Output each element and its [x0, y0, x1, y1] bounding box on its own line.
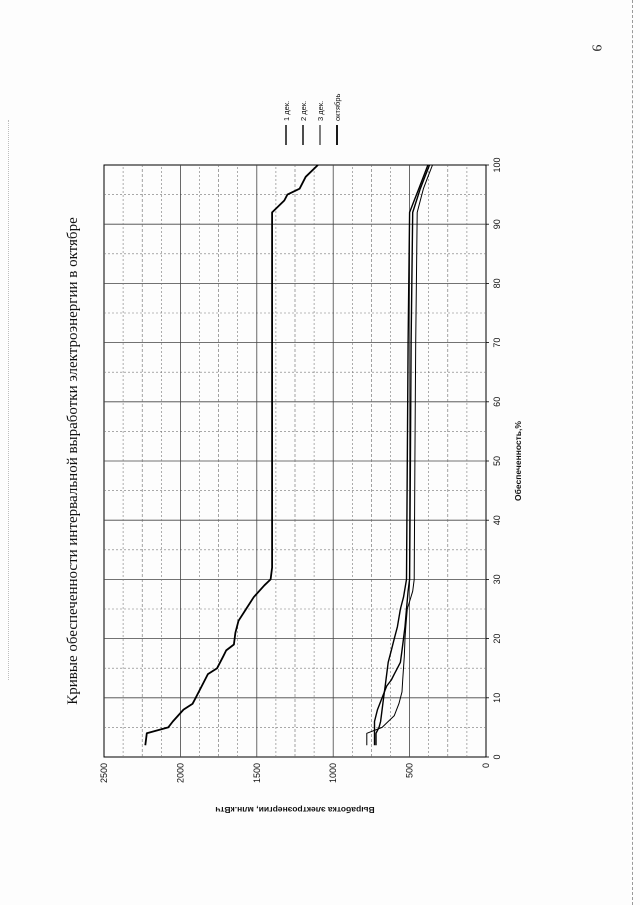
y-tick-label: 500	[404, 763, 415, 779]
series-line-4	[145, 165, 318, 745]
x-axis-title: Обеспеченность,%	[513, 421, 523, 501]
x-tick-label: 70	[492, 337, 502, 348]
x-tick-label: 60	[492, 396, 502, 407]
legend-label-1: 1 дек.	[282, 100, 291, 121]
y-tick-label: 2000	[175, 763, 186, 784]
legend-label-3: 3 дек.	[316, 100, 325, 121]
legend-label-2: 2 дек.	[299, 100, 308, 121]
grid-lines	[104, 165, 486, 757]
series-line-2	[375, 165, 430, 745]
x-tick-label: 10	[492, 692, 502, 703]
x-tick-label: 90	[492, 219, 502, 230]
series-line-3	[367, 165, 433, 745]
y-tick-label: 0	[481, 763, 491, 769]
legend-label-4: октябрь	[333, 93, 342, 121]
x-tick-label: 80	[492, 278, 502, 289]
x-tick-label: 50	[492, 455, 502, 467]
x-tick-label: 0	[492, 754, 502, 760]
x-tick-label: 30	[492, 574, 502, 585]
series-line-1	[376, 165, 428, 745]
y-tick-label: 2500	[99, 763, 109, 784]
x-axis-tick-labels	[486, 157, 502, 759]
x-tick-label: 100	[492, 157, 502, 173]
page-number: 9	[588, 44, 604, 52]
legend	[282, 94, 342, 145]
series-lines	[145, 165, 432, 745]
y-tick-label: 1500	[251, 763, 262, 784]
y-tick-label: 1000	[328, 763, 339, 784]
chart-title: Кривые обеспеченности интервальной выработки электроэнергии в октябре	[65, 217, 81, 705]
x-tick-label: 20	[492, 633, 502, 644]
y-axis-tick-labels	[99, 763, 491, 783]
y-axis-title: Выработка электроэнергии, млн.кВтч	[215, 805, 375, 815]
x-tick-label: 40	[492, 515, 502, 526]
